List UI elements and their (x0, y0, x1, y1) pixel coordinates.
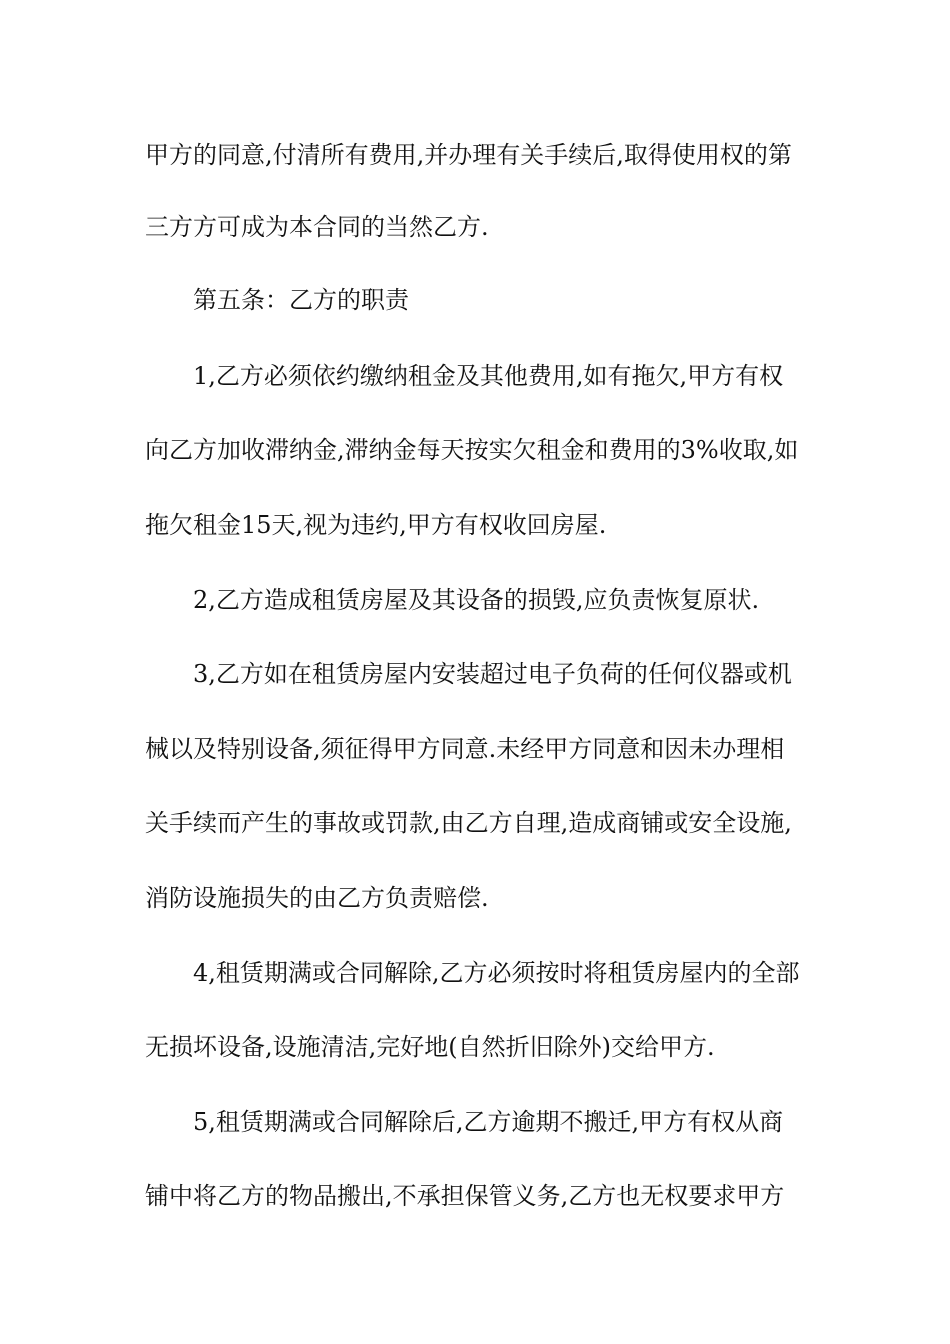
text-line: 关手续而产生的事故或罚款,由乙方自理,造成商铺或安全设施, (145, 809, 792, 837)
text-line: 3,乙方如在租赁房屋内安装超过电子负荷的任何仪器或机 (193, 660, 792, 688)
text-line: 2,乙方造成租赁房屋及其设备的损毁,应负责恢复原状. (193, 586, 760, 614)
text-line: 向乙方加收滞纳金,滞纳金每天按实欠租金和费用的3%收取,如 (145, 436, 799, 464)
text-line: 械以及特别设备,须征得甲方同意.未经甲方同意和因未办理相 (145, 735, 785, 763)
section-heading: 第五条：乙方的职责 (193, 286, 409, 314)
text-line: 5,租赁期满或合同解除后,乙方逾期不搬迁,甲方有权从商 (193, 1108, 784, 1136)
text-line: 4,租赁期满或合同解除,乙方必须按时将租赁房屋内的全部 (193, 959, 800, 987)
text-line: 拖欠租金15天,视为违约,甲方有权收回房屋. (145, 511, 607, 539)
text-line: 铺中将乙方的物品搬出,不承担保管义务,乙方也无权要求甲方 (145, 1182, 785, 1210)
text-line: 三方方可成为本合同的当然乙方. (145, 213, 489, 241)
text-line: 消防设施损失的由乙方负责赔偿. (145, 884, 489, 912)
text-line: 无损坏设备,设施清洁,完好地(自然折旧除外)交给甲方. (145, 1033, 715, 1061)
text-line: 甲方的同意,付清所有费用,并办理有关手续后,取得使用权的第 (145, 141, 792, 169)
text-line: 1,乙方必须依约缴纳租金及其他费用,如有拖欠,甲方有权 (193, 362, 784, 390)
